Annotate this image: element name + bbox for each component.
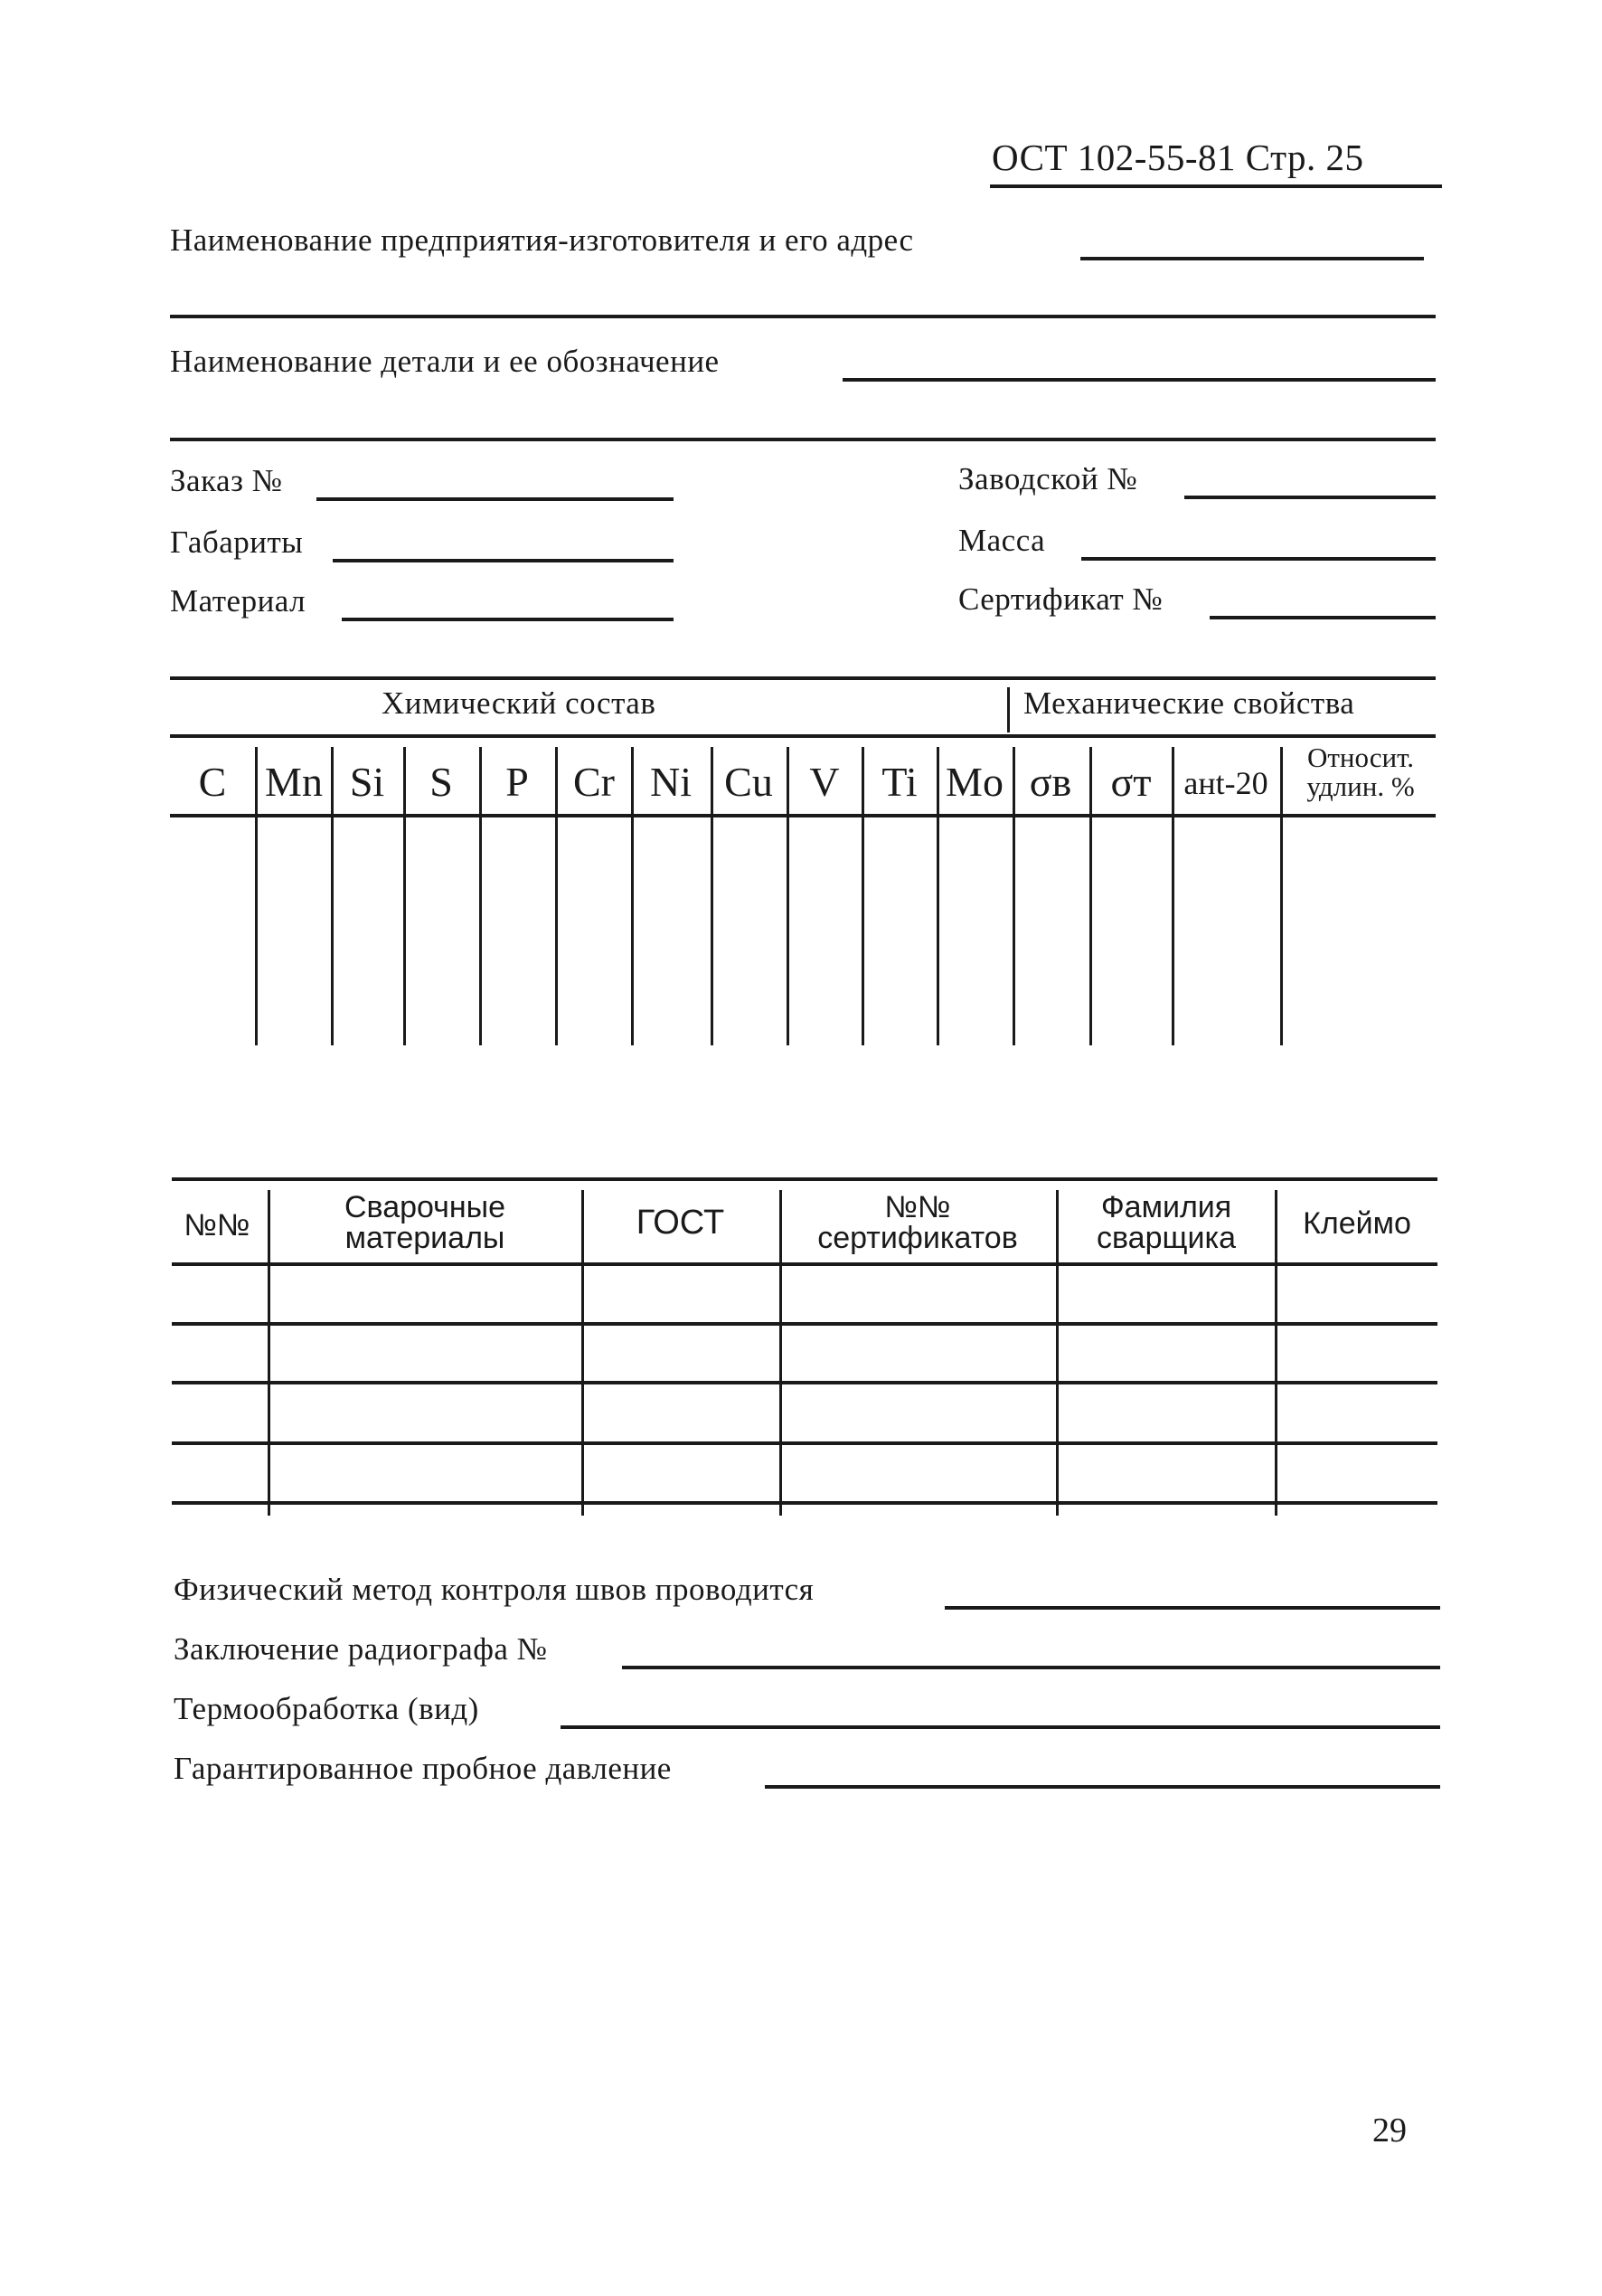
test-pressure-field[interactable] (765, 1785, 1440, 1789)
ndt-label: Физический метод контроля швов проводится (174, 1572, 815, 1607)
col-c: С (198, 759, 227, 805)
col-elongation-line1: Относит. (1306, 742, 1415, 773)
weld-col-divider (581, 1190, 584, 1516)
serial-label: Заводской № (958, 461, 1138, 496)
dimensions-field[interactable] (333, 559, 674, 562)
certificate-label: Сертификат № (958, 581, 1164, 617)
weld-col-no: №№ (184, 1208, 250, 1242)
col-sigma-b: σв (1029, 759, 1072, 805)
part-field[interactable] (843, 378, 1436, 382)
chem-col-divider (1013, 747, 1015, 1045)
weld-table-top-rule (172, 1177, 1437, 1181)
document-reference: ОСТ 102-55-81 Стр. 25 (992, 137, 1364, 178)
weld-col-welder-line1: Фамилия (1100, 1190, 1232, 1224)
heat-treatment-field[interactable] (561, 1725, 1440, 1729)
col-cr: Cr (573, 759, 615, 805)
weld-col-materials-line2: материалы (344, 1221, 505, 1255)
col-sigma-t: σт (1110, 759, 1152, 805)
material-field[interactable] (342, 618, 674, 621)
chem-mech-divider (1007, 687, 1010, 732)
header-underline (990, 184, 1442, 188)
chem-header-rule (170, 734, 1436, 738)
weld-col-materials-line1: Сварочные (344, 1190, 506, 1224)
weld-row-rule[interactable] (172, 1381, 1437, 1384)
col-ni: Ni (650, 759, 692, 805)
chem-col-divider (937, 747, 939, 1045)
test-pressure-label: Гарантированное пробное давление (174, 1751, 672, 1786)
part-field-line2[interactable] (170, 438, 1436, 441)
chem-col-divider (255, 747, 258, 1045)
weld-col-certificates (782, 1192, 1053, 1253)
weld-col-divider (1275, 1190, 1277, 1516)
chem-col-divider (403, 747, 406, 1045)
certificate-field[interactable] (1210, 616, 1436, 619)
heat-treatment-label: Термообработка (вид) (174, 1691, 479, 1726)
col-mo: Mo (946, 759, 1004, 805)
page-number: 29 (1372, 2112, 1407, 2150)
radiograph-field[interactable] (622, 1666, 1440, 1669)
weld-row-rule[interactable] (172, 1501, 1437, 1505)
weld-col-divider (268, 1190, 270, 1516)
part-label: Наименование детали и ее обозначение (170, 344, 720, 379)
chem-col-divider (331, 747, 334, 1045)
weld-col-certificates-line1: №№ (884, 1190, 951, 1224)
chem-col-divider (1280, 747, 1283, 1045)
manufacturer-label: Наименование предприятия-изготовителя и его адрес (170, 222, 914, 258)
order-field[interactable] (316, 497, 674, 501)
col-impact: aнt-20 (1183, 765, 1268, 801)
material-label: Материал (170, 583, 306, 619)
serial-field[interactable] (1184, 496, 1436, 499)
chem-col-divider (787, 747, 789, 1045)
dimensions-label: Габариты (170, 524, 304, 560)
mass-label: Масса (958, 523, 1046, 558)
col-mn: Mn (265, 759, 323, 805)
chemical-composition-heading: Химический состав (382, 685, 656, 721)
manufacturer-field-line2[interactable] (170, 315, 1436, 318)
chem-col-divider (1172, 747, 1174, 1045)
weld-col-divider (779, 1190, 782, 1516)
chem-columns-rule (170, 814, 1436, 817)
manufacturer-field[interactable] (1080, 257, 1424, 260)
col-ti: Ti (881, 759, 918, 805)
chem-col-divider (1089, 747, 1092, 1045)
weld-row-rule[interactable] (172, 1322, 1437, 1326)
ndt-field[interactable] (945, 1606, 1440, 1610)
chem-col-divider (711, 747, 713, 1045)
chem-table-top-rule (170, 676, 1436, 680)
col-si: Si (349, 759, 385, 805)
weld-col-materials (271, 1192, 579, 1253)
col-elongation-line2: удлин. % (1306, 770, 1415, 802)
chem-col-divider (862, 747, 864, 1045)
chem-col-divider (555, 747, 558, 1045)
weld-row-rule[interactable] (172, 1441, 1437, 1445)
chem-col-divider (631, 747, 634, 1045)
weld-col-divider (1056, 1190, 1059, 1516)
radiograph-label: Заключение радиографа № (174, 1631, 548, 1667)
weld-col-welder (1058, 1192, 1275, 1253)
mechanical-properties-heading: Механические свойства (1023, 685, 1355, 721)
weld-col-stamp: Клеймо (1303, 1206, 1411, 1241)
weld-col-certificates-line2: сертификатов (817, 1221, 1018, 1255)
weld-header-rule (172, 1262, 1437, 1266)
col-s: S (429, 759, 453, 805)
col-cu: Cu (724, 759, 773, 805)
weld-col-gost: ГОСТ (636, 1204, 725, 1242)
col-v: V (809, 759, 840, 805)
col-elongation (1284, 743, 1437, 801)
col-p: P (505, 759, 529, 805)
weld-col-welder-line2: сварщика (1097, 1221, 1236, 1255)
order-label: Заказ № (170, 463, 283, 498)
chem-col-divider (479, 747, 482, 1045)
mass-field[interactable] (1081, 557, 1436, 561)
